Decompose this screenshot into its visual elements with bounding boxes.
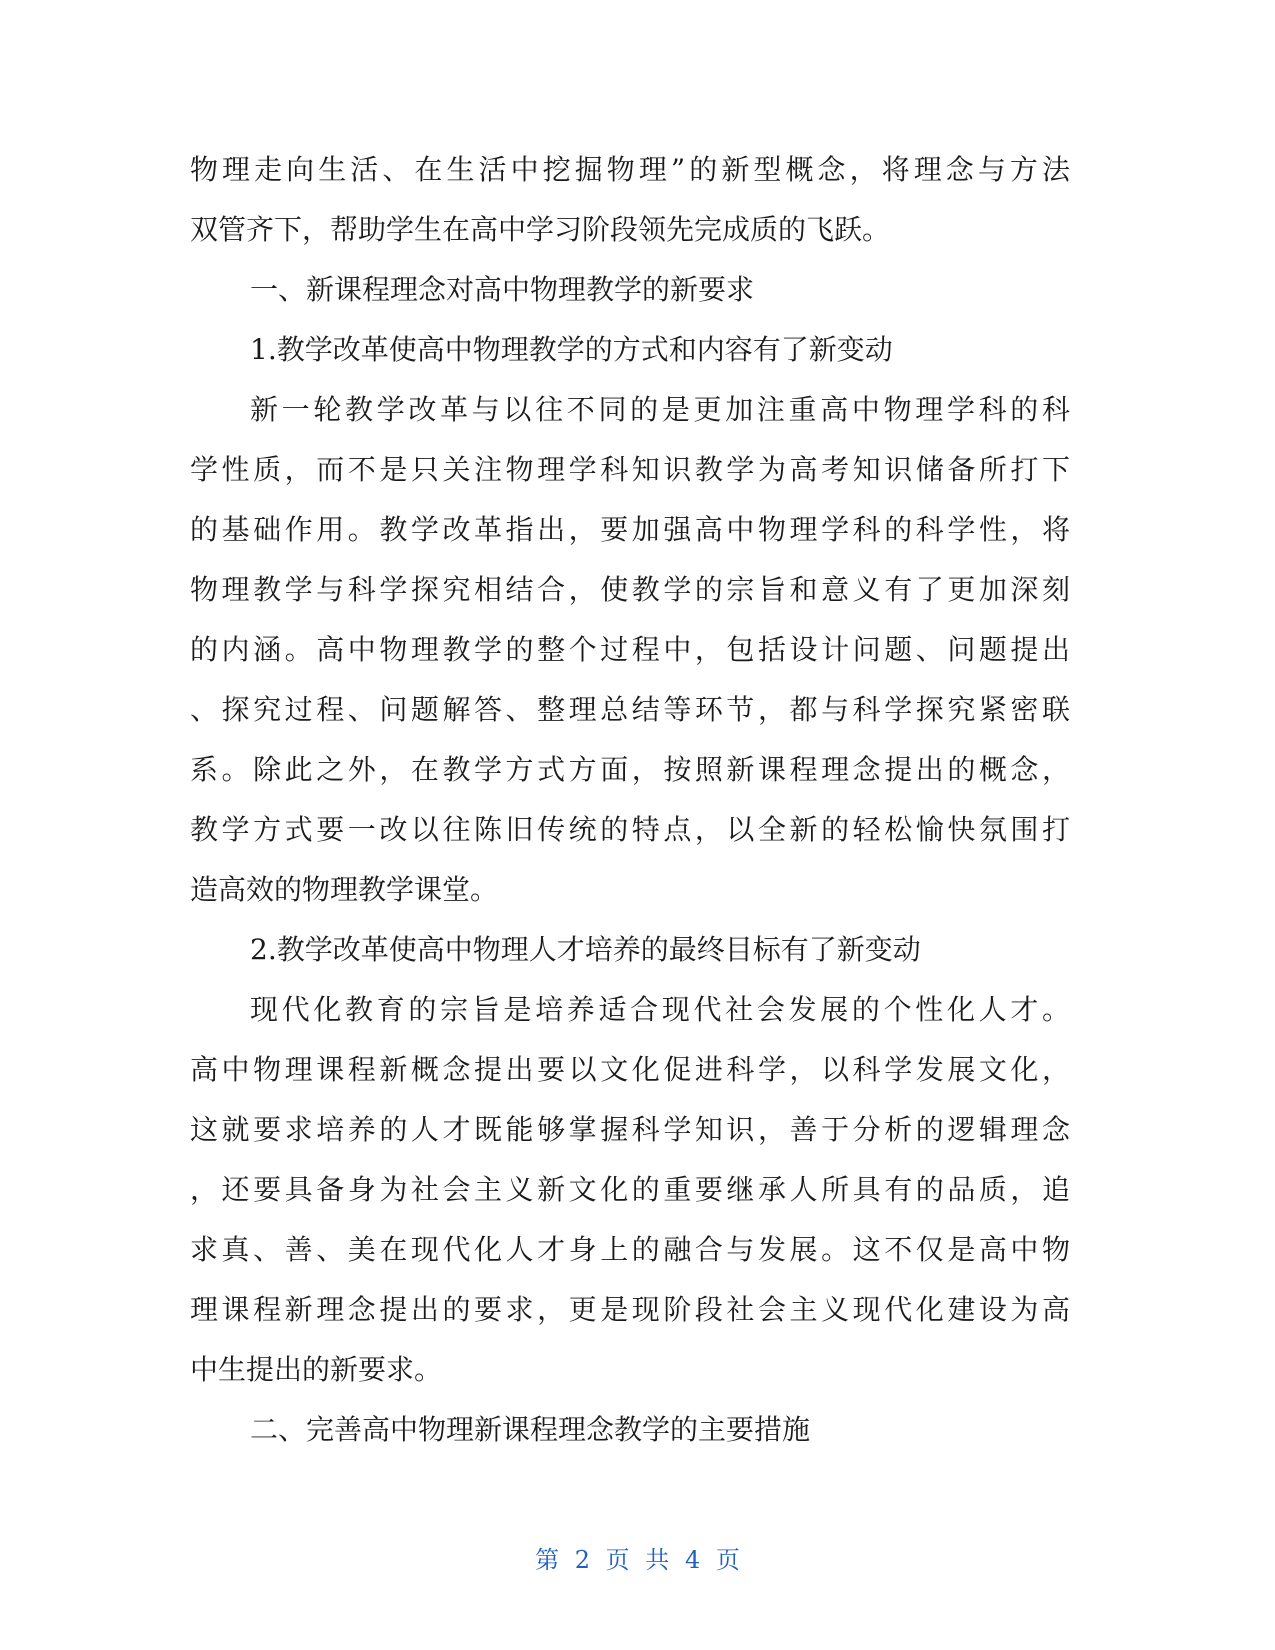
paragraph-line: 物理教学与科学探究相结合，使教学的宗旨和意义有了更加深刻 — [190, 573, 1070, 606]
paragraph-line: 中生提出的新要求。 — [190, 1353, 443, 1386]
paragraph-line: 的内涵。高中物理教学的整个过程中，包括设计问题、问题提出 — [190, 633, 1070, 666]
paragraph-line: 系。除此之外，在教学方式方面，按照新课程理念提出的概念， — [190, 753, 1070, 786]
paragraph-line: 求真、善、美在现代化人才身上的融合与发展。这不仅是高中物 — [190, 1233, 1070, 1266]
paragraph-line: 双管齐下，帮助学生在高中学习阶段领先完成质的飞跃。 — [190, 213, 891, 246]
paragraph-line: 的基础作用。教学改革指出，要加强高中物理学科的科学性，将 — [190, 513, 1070, 546]
paragraph-line: 高中物理课程新概念提出要以文化促进科学，以科学发展文化， — [190, 1053, 1070, 1086]
paragraph-line: 新一轮教学改革与以往不同的是更加注重高中物理学科的科 — [250, 393, 1070, 426]
paragraph-line: 现代化教育的宗旨是培养适合现代社会发展的个性化人才。 — [250, 993, 1070, 1026]
paragraph-line: 造高效的物理教学课堂。 — [190, 873, 499, 906]
paragraph-line: 学性质，而不是只关注物理学科知识教学为高考知识储备所打下 — [190, 453, 1070, 486]
paragraph-line: ，还要具备身为社会主义新文化的重要继承人所具有的品质，追 — [190, 1173, 1070, 1206]
paragraph-line: 、探究过程、问题解答、整理总结等环节，都与科学探究紧密联 — [190, 693, 1070, 726]
section-heading: 2.教学改革使高中物理人才培养的最终目标有了新变动 — [250, 933, 921, 966]
paragraph-line: 教学方式要一改以往陈旧传统的特点，以全新的轻松愉快氛围打 — [190, 813, 1070, 846]
section-heading: 1.教学改革使高中物理教学的方式和内容有了新变动 — [250, 333, 893, 366]
paragraph-line: 物理走向生活、在生活中挖掘物理”的新型概念，将理念与方法 — [190, 153, 1070, 186]
section-heading: 二、完善高中物理新课程理念教学的主要措施 — [250, 1413, 811, 1446]
paragraph-line: 理课程新理念提出的要求，更是现阶段社会主义现代化建设为高 — [190, 1293, 1070, 1326]
page-footer: 第 2 页 共 4 页 — [535, 1546, 740, 1574]
section-heading: 一、新课程理念对高中物理教学的新要求 — [250, 273, 755, 306]
document-body — [190, 140, 1070, 1460]
paragraph-line: 这就要求培养的人才既能够掌握科学知识，善于分析的逻辑理念 — [190, 1113, 1070, 1146]
